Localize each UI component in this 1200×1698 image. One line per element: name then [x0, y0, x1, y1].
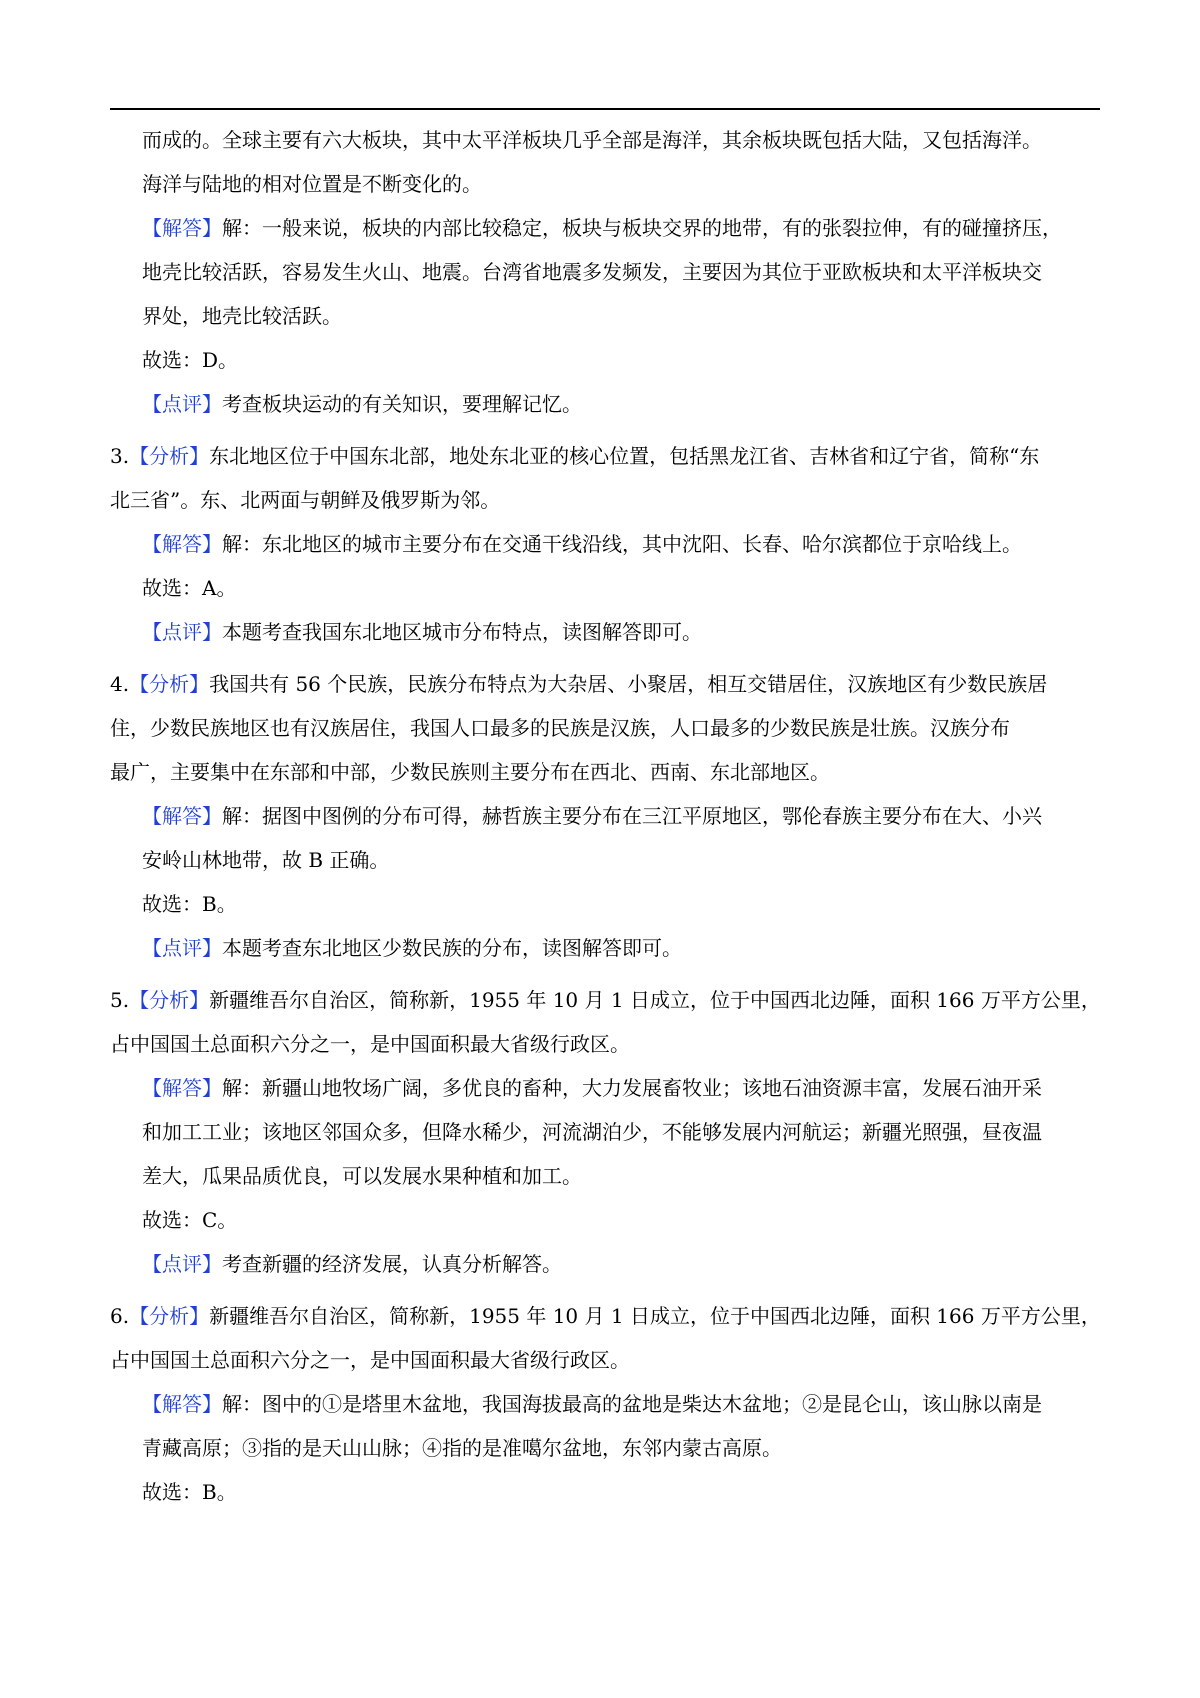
question-number: 4. [110, 672, 130, 696]
line-text: 新疆维吾尔自治区，简称新，1955 年 10 月 1 日成立，位于中国西北边陲，面积 166 万平方公里， [209, 988, 1101, 1012]
text-line [110, 478, 1100, 522]
text-line [110, 610, 1100, 654]
line-text: 差大，瓜果品质优良，可以发展水果种植和加工。 [142, 1164, 582, 1188]
bracket-close: 】 [189, 444, 210, 468]
section-tag: 分析 [149, 672, 190, 696]
bracket-close: 】 [202, 1076, 222, 1100]
text-line [110, 1066, 1100, 1110]
text-line [110, 926, 1100, 970]
document-body [110, 118, 1100, 1514]
line-text: 地壳比较活跃，容易发生火山、地震。台湾省地震多发频发，主要因为其位于亚欧板块和太平洋板块交 [142, 260, 1042, 284]
section-tag: 解答 [162, 1392, 202, 1416]
text-line [110, 338, 1100, 382]
bracket-close: 】 [202, 392, 222, 416]
line-text: 住，少数民族地区也有汉族居住，我国人口最多的民族是汉族，人口最多的少数民族是壮族。汉族分布 [110, 716, 1010, 740]
bracket-close: 】 [189, 988, 210, 1012]
bracket-close: 】 [189, 1304, 210, 1328]
line-text: 新疆维吾尔自治区，简称新，1955 年 10 月 1 日成立，位于中国西北边陲，面积 166 万平方公里， [209, 1304, 1101, 1328]
text-line [110, 706, 1100, 750]
bracket-open: 【 [142, 1076, 162, 1100]
bracket-open: 【 [142, 392, 162, 416]
text-line [110, 566, 1100, 610]
line-text: 最广，主要集中在东部和中部，少数民族则主要分布在西北、西南、东北部地区。 [110, 760, 830, 784]
text-line [110, 662, 1100, 706]
bracket-close: 】 [189, 672, 210, 696]
text-line [110, 162, 1100, 206]
text-line [110, 838, 1100, 882]
bracket-open: 【 [142, 620, 162, 644]
bracket-open: 【 [142, 804, 162, 828]
line-text: 我国共有 56 个民族，民族分布特点为大杂居、小聚居，相互交错居住，汉族地区有少数民族居 [209, 672, 1048, 696]
text-line [110, 794, 1100, 838]
text-line [110, 1294, 1100, 1338]
line-text: 本题考查我国东北地区城市分布特点，读图解答即可。 [222, 620, 702, 644]
bracket-close: 】 [202, 532, 222, 556]
question-number: 5. [110, 988, 130, 1012]
line-text: 故选：C。 [142, 1208, 238, 1232]
line-text: 青藏高原；③指的是天山山脉；④指的是准噶尔盆地，东邻内蒙古高原。 [142, 1436, 782, 1460]
line-text: 安岭山林地带，故 B 正确。 [142, 848, 390, 872]
text-line [110, 118, 1100, 162]
line-text: 解：据图中图例的分布可得，赫哲族主要分布在三江平原地区，鄂伦春族主要分布在大、小兴 [222, 804, 1042, 828]
line-text: 解：一般来说，板块的内部比较稳定，板块与板块交界的地带，有的张裂拉伸，有的碰撞挤压， [222, 216, 1062, 240]
text-line [110, 206, 1100, 250]
line-text: 界处，地壳比较活跃。 [142, 304, 342, 328]
line-text: 而成的。全球主要有六大板块，其中太平洋板块几乎全部是海洋，其余板块既包括大陆，又包括海洋。 [142, 128, 1042, 152]
text-line [110, 1426, 1100, 1470]
line-text: 考查板块运动的有关知识，要理解记忆。 [222, 392, 582, 416]
line-text: 北三省”。东、北两面与朝鲜及俄罗斯为邻。 [110, 488, 501, 512]
line-text: 故选：B。 [142, 892, 237, 916]
section-tag: 点评 [162, 1252, 202, 1276]
text-line [110, 1198, 1100, 1242]
bracket-open: 【 [142, 1392, 162, 1416]
text-line [110, 294, 1100, 338]
bracket-close: 】 [202, 620, 222, 644]
line-text: 考查新疆的经济发展，认真分析解答。 [222, 1252, 562, 1276]
section-tag: 解答 [162, 1076, 202, 1100]
text-line [110, 1110, 1100, 1154]
section-tag: 分析 [149, 444, 190, 468]
section-tag: 分析 [149, 988, 190, 1012]
bracket-close: 】 [202, 216, 222, 240]
bracket-close: 】 [202, 1252, 222, 1276]
section-tag: 点评 [162, 620, 202, 644]
question-number: 3. [110, 444, 130, 468]
header-rule [110, 108, 1100, 110]
line-text: 故选：A。 [142, 576, 237, 600]
section-tag: 点评 [162, 392, 202, 416]
bracket-close: 】 [202, 936, 222, 960]
section-tag: 解答 [162, 804, 202, 828]
text-line [110, 382, 1100, 426]
text-line [110, 1242, 1100, 1286]
section-tag: 点评 [162, 936, 202, 960]
text-line [110, 1338, 1100, 1382]
bracket-close: 】 [202, 804, 222, 828]
text-line [110, 750, 1100, 794]
text-line [110, 978, 1100, 1022]
bracket-open: 【 [142, 532, 162, 556]
line-text: 东北地区位于中国东北部，地处东北亚的核心位置，包括黑龙江省、吉林省和辽宁省，简称“东 [209, 444, 1040, 468]
bracket-open: 【 [129, 988, 150, 1012]
line-text: 故选：B。 [142, 1480, 237, 1504]
text-line [110, 434, 1100, 478]
text-line [110, 1154, 1100, 1198]
question-number: 6. [110, 1304, 130, 1328]
bracket-open: 【 [129, 672, 150, 696]
section-tag: 解答 [162, 532, 202, 556]
line-text: 解：图中的①是塔里木盆地，我国海拔最高的盆地是柴达木盆地；②是昆仑山，该山脉以南是 [222, 1392, 1042, 1416]
line-text: 解：新疆山地牧场广阔，多优良的畜种，大力发展畜牧业；该地石油资源丰富，发展石油开采 [222, 1076, 1042, 1100]
text-line [110, 522, 1100, 566]
bracket-open: 【 [142, 216, 162, 240]
line-text: 和加工工业；该地区邻国众多，但降水稀少，河流湖泊少，不能够发展内河航运；新疆光照强，昼夜温 [142, 1120, 1042, 1144]
bracket-open: 【 [129, 1304, 150, 1328]
text-line [110, 1022, 1100, 1066]
section-tag: 解答 [162, 216, 202, 240]
text-line [110, 250, 1100, 294]
section-tag: 分析 [149, 1304, 190, 1328]
bracket-open: 【 [142, 1252, 162, 1276]
text-line [110, 1382, 1100, 1426]
line-text: 海洋与陆地的相对位置是不断变化的。 [142, 172, 482, 196]
line-text: 占中国国土总面积六分之一，是中国面积最大省级行政区。 [110, 1032, 630, 1056]
text-line [110, 882, 1100, 926]
line-text: 占中国国土总面积六分之一，是中国面积最大省级行政区。 [110, 1348, 630, 1372]
bracket-close: 】 [202, 1392, 222, 1416]
text-line [110, 1470, 1100, 1514]
bracket-open: 【 [142, 936, 162, 960]
line-text: 本题考查东北地区少数民族的分布，读图解答即可。 [222, 936, 682, 960]
line-text: 故选：D。 [142, 348, 239, 372]
bracket-open: 【 [129, 444, 150, 468]
line-text: 解：东北地区的城市主要分布在交通干线沿线，其中沈阳、长春、哈尔滨都位于京哈线上。 [222, 532, 1022, 556]
